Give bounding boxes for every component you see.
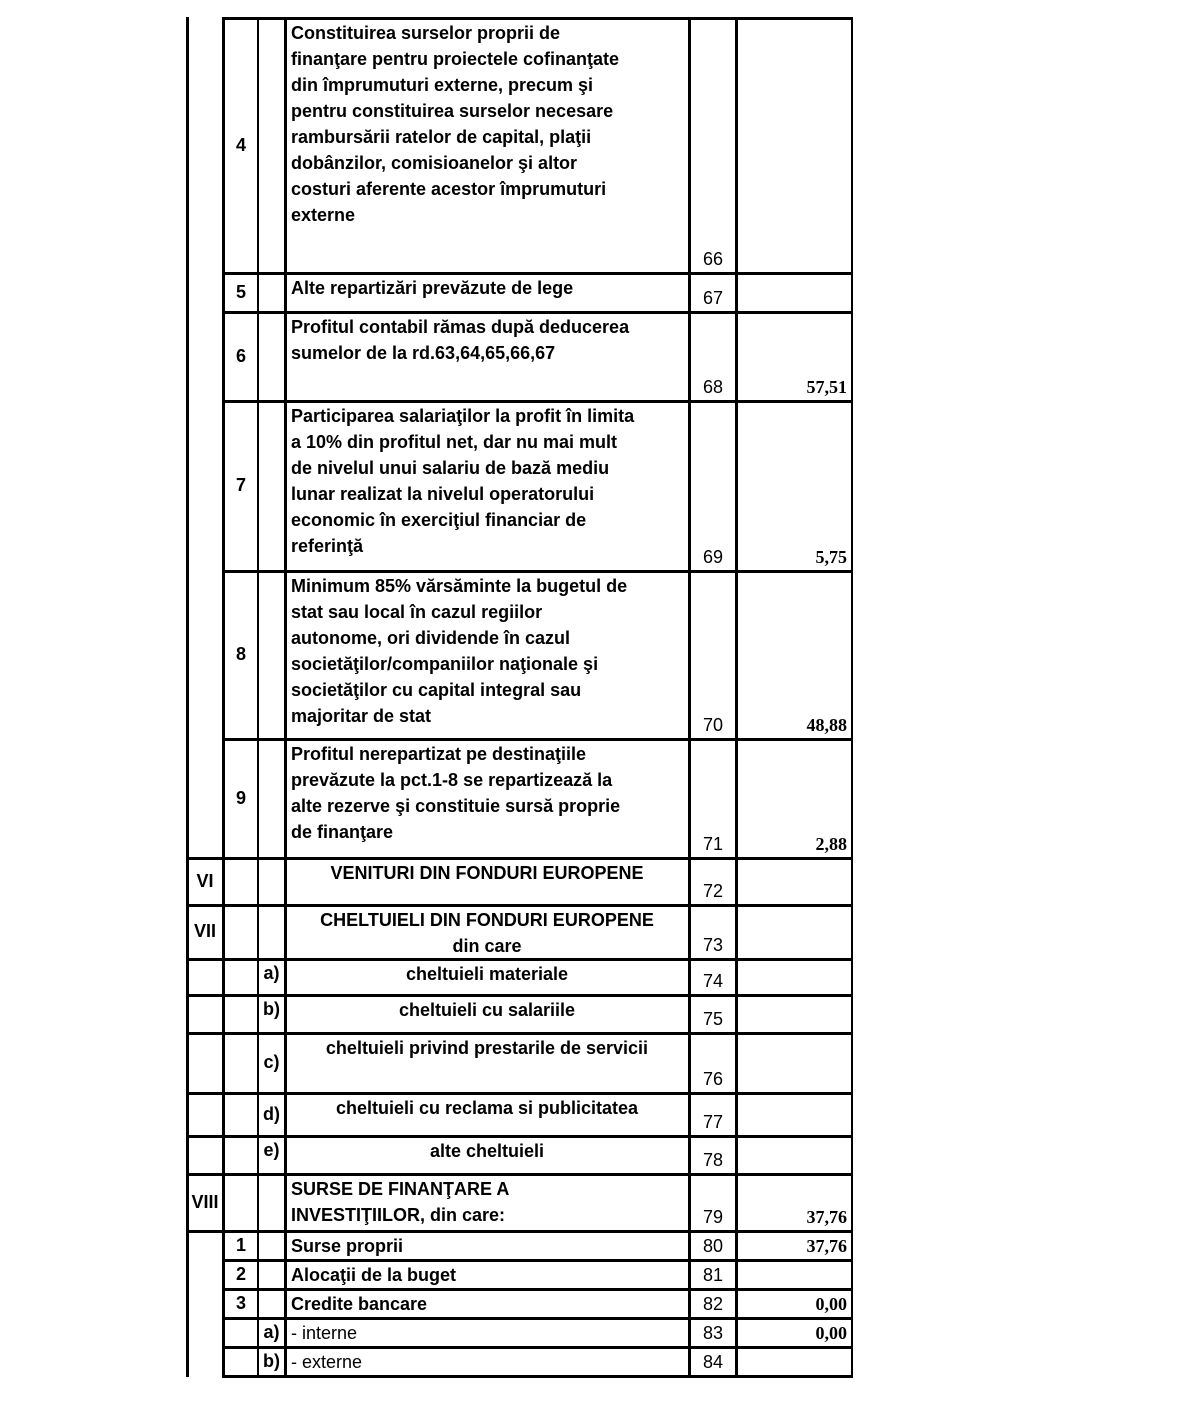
row-number: 83 <box>702 1323 724 1343</box>
row-number: 82 <box>702 1294 724 1314</box>
row-number: 71 <box>702 834 724 854</box>
row-number: 75 <box>702 1009 724 1029</box>
row-rule <box>222 1375 853 1378</box>
roman-numeral: VI <box>196 870 214 891</box>
row-number: 84 <box>702 1352 724 1372</box>
row-label: Profitul nerepartizat pe destinaţiile prevăzute la pct.1-8 se repartizează la alte rezerve şi constituie sursă proprie de finanţare <box>291 744 621 842</box>
row-label: VENITURI DIN FONDURI EUROPENE <box>330 863 644 883</box>
row-number: 77 <box>702 1112 724 1132</box>
row-label: Surse proprii <box>291 1236 404 1256</box>
row-value: 0,00 <box>815 1323 847 1343</box>
item-letter: b) <box>263 1351 280 1371</box>
row-number: 66 <box>702 249 724 269</box>
item-letter: a) <box>263 963 280 983</box>
row-number: 72 <box>702 881 724 901</box>
row-number: 78 <box>702 1150 724 1170</box>
row-number: 67 <box>702 288 724 308</box>
item-number: 8 <box>235 644 246 664</box>
row-value: 37,76 <box>806 1236 847 1256</box>
row-label: cheltuieli cu reclama si publicitatea <box>335 1098 639 1118</box>
row-label: Minimum 85% vărsăminte la bugetul de stat sau local în cazul regiilor autonome, ori dividende în cazul societăţilor/companiilor naţionale şi societăţilor cu capital integral sau majoritar de stat <box>291 576 628 726</box>
roman-numeral: VIII <box>191 1191 219 1212</box>
row-label: cheltuieli privind prestarile de servicii <box>325 1038 649 1058</box>
row-label: - externe <box>291 1352 363 1372</box>
row-label: CHELTUIELI DIN FONDURI EUROPENE din care <box>320 910 654 956</box>
row-label: - interne <box>291 1323 358 1343</box>
row-value: 2,88 <box>815 834 847 854</box>
row-label: Alocaţii de la buget <box>291 1265 457 1285</box>
row-label: cheltuieli cu salariile <box>398 1000 576 1020</box>
row-number: 74 <box>702 971 724 991</box>
item-letter: a) <box>263 1322 280 1342</box>
row-number: 76 <box>702 1069 724 1089</box>
item-letter: e) <box>263 1140 280 1160</box>
item-number: 2 <box>235 1264 246 1284</box>
row-number: 80 <box>702 1236 724 1256</box>
row-value: 5,75 <box>815 547 847 567</box>
item-number: 3 <box>235 1293 246 1313</box>
roman-numeral: VII <box>193 921 216 941</box>
row-value: 57,51 <box>806 377 847 397</box>
item-number: 5 <box>235 281 246 302</box>
row-number: 73 <box>702 935 724 955</box>
row-value: 37,76 <box>806 1207 847 1227</box>
row-number: 81 <box>702 1265 724 1285</box>
item-number: 4 <box>235 134 246 155</box>
row-value: 0,00 <box>815 1294 847 1314</box>
item-number: 6 <box>235 345 246 366</box>
row-value: 48,88 <box>806 715 847 735</box>
row-label: SURSE DE FINANŢARE A INVESTIŢIILOR, din care: <box>291 1179 510 1225</box>
row-label: alte cheltuieli <box>429 1141 545 1161</box>
item-number: 9 <box>235 787 246 808</box>
row-number: 70 <box>702 715 724 735</box>
row-label: cheltuieli materiale <box>405 964 569 984</box>
row-label: Alte repartizări prevăzute de lege <box>291 278 574 298</box>
item-number: 1 <box>235 1235 246 1255</box>
item-letter: c) <box>263 1052 280 1072</box>
row-label: Participarea salariaţilor la profit în limita a 10% din profitul net, dar nu mai mult de nivelul unui salariu de bază mediu lunar realizat la nivelul operatorului economic în exerciţiul financiar de referinţă <box>291 406 635 556</box>
item-number: 7 <box>235 475 246 495</box>
row-label: Credite bancare <box>291 1294 428 1314</box>
row-label: Constituirea surselor proprii de finanţare pentru proiectele cofinanţate din împrumuturi externe, precum şi pentru constituirea surselor necesare rambursării ratelor de capital, plaţii dobânzilor, comisioanelor şi altor costuri aferente acestor împrumuturi externe <box>291 23 620 225</box>
row-label: Profitul contabil rămas după deducerea sumelor de la rd.63,64,65,66,67 <box>291 317 630 363</box>
item-letter: b) <box>263 999 280 1019</box>
item-letter: d) <box>263 1103 280 1124</box>
row-number: 68 <box>702 377 724 397</box>
row-number: 69 <box>702 547 724 567</box>
row-number: 79 <box>702 1207 724 1227</box>
